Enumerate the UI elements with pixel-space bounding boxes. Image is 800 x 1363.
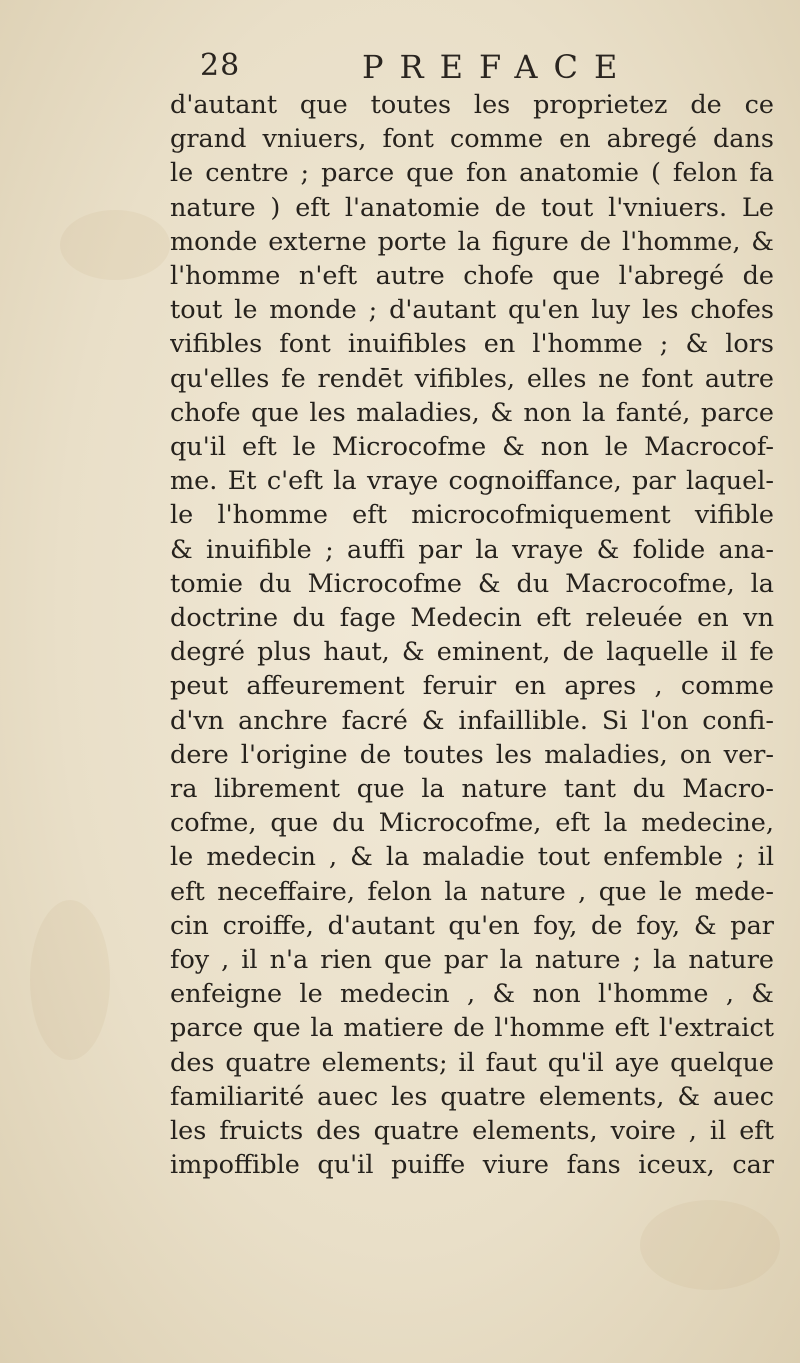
text-line: vifibles font inuifibles en l'homme ; & lors — [170, 329, 774, 360]
text-line: ra librement que la nature tant du Macro- — [170, 774, 774, 805]
text-line: tout le monde ; d'autant qu'en luy les chofes — [170, 295, 774, 326]
text-line: cofme, que du Microcofme, eft la medecine, — [170, 808, 774, 839]
text-line: des quatre elements; il faut qu'il aye quelque — [170, 1047, 774, 1078]
text-line: enfeigne le medecin , & non l'homme , & — [170, 979, 774, 1010]
text-line: les fruicts des quatre elements, voire , il eft — [170, 1116, 774, 1147]
text-line: l'homme n'eft autre chofe que l'abregé de — [170, 261, 774, 292]
text-line: degré plus haut, & eminent, de laquelle il fe — [170, 637, 774, 668]
text-line: tomie du Microcofme & du Macrocofme, la — [170, 568, 774, 599]
text-line: impoffible qu'il puiffe viure fans iceux, car — [170, 1150, 774, 1181]
page-header — [192, 48, 672, 92]
text-line: me. Et c'eft la vraye cognoiffance, par laquel- — [170, 466, 774, 497]
text-line: parce que la matiere de l'homme eft l'extraict — [170, 1013, 774, 1044]
text-line: peut affeurement feruir en apres , comme — [170, 671, 774, 702]
body-text — [170, 88, 774, 1183]
text-line: grand vniuers, font comme en abregé dans — [170, 124, 774, 155]
text-line: dere l'origine de toutes les maladies, on ver- — [170, 739, 774, 770]
running-head: PREFACE — [362, 48, 634, 86]
text-line: qu'il eft le Microcofme & non le Macrocof- — [170, 432, 774, 463]
text-line: d'vn anchre facré & infaillible. Si l'on confi- — [170, 705, 774, 736]
text-line: monde externe porte la figure de l'homme, & — [170, 226, 774, 257]
paper-stain — [60, 210, 170, 280]
text-line: foy , il n'a rien que par la nature ; la nature — [170, 945, 774, 976]
text-line: le l'homme eft microcofmiquement vifible — [170, 500, 774, 531]
text-line: nature ) eft l'anatomie de tout l'vniuers. Le — [170, 192, 774, 223]
text-line: cin croiffe, d'autant qu'en foy, de foy, & par — [170, 910, 774, 941]
paper-stain — [640, 1200, 780, 1290]
text-line: le medecin , & la maladie tout enfemble ; il — [170, 842, 774, 873]
page-number: 28 — [200, 48, 241, 83]
text-line: familiarité auec les quatre elements, & auec — [170, 1081, 774, 1112]
text-line: & inuifible ; auffi par la vraye & folide ana- — [170, 534, 774, 565]
text-line: le centre ; parce que fon anatomie ( felon fa — [170, 158, 774, 189]
text-line: chofe que les maladies, & non la fanté, parce — [170, 397, 774, 428]
text-line: eft neceffaire, felon la nature , que le mede- — [170, 876, 774, 907]
text-line: doctrine du fage Medecin eft releuée en vn — [170, 603, 774, 634]
paper-stain — [30, 900, 110, 1060]
text-line: d'autant que toutes les proprietez de ce — [170, 90, 774, 120]
text-line: qu'elles fe rendēt vifibles, elles ne font autre — [170, 363, 774, 394]
